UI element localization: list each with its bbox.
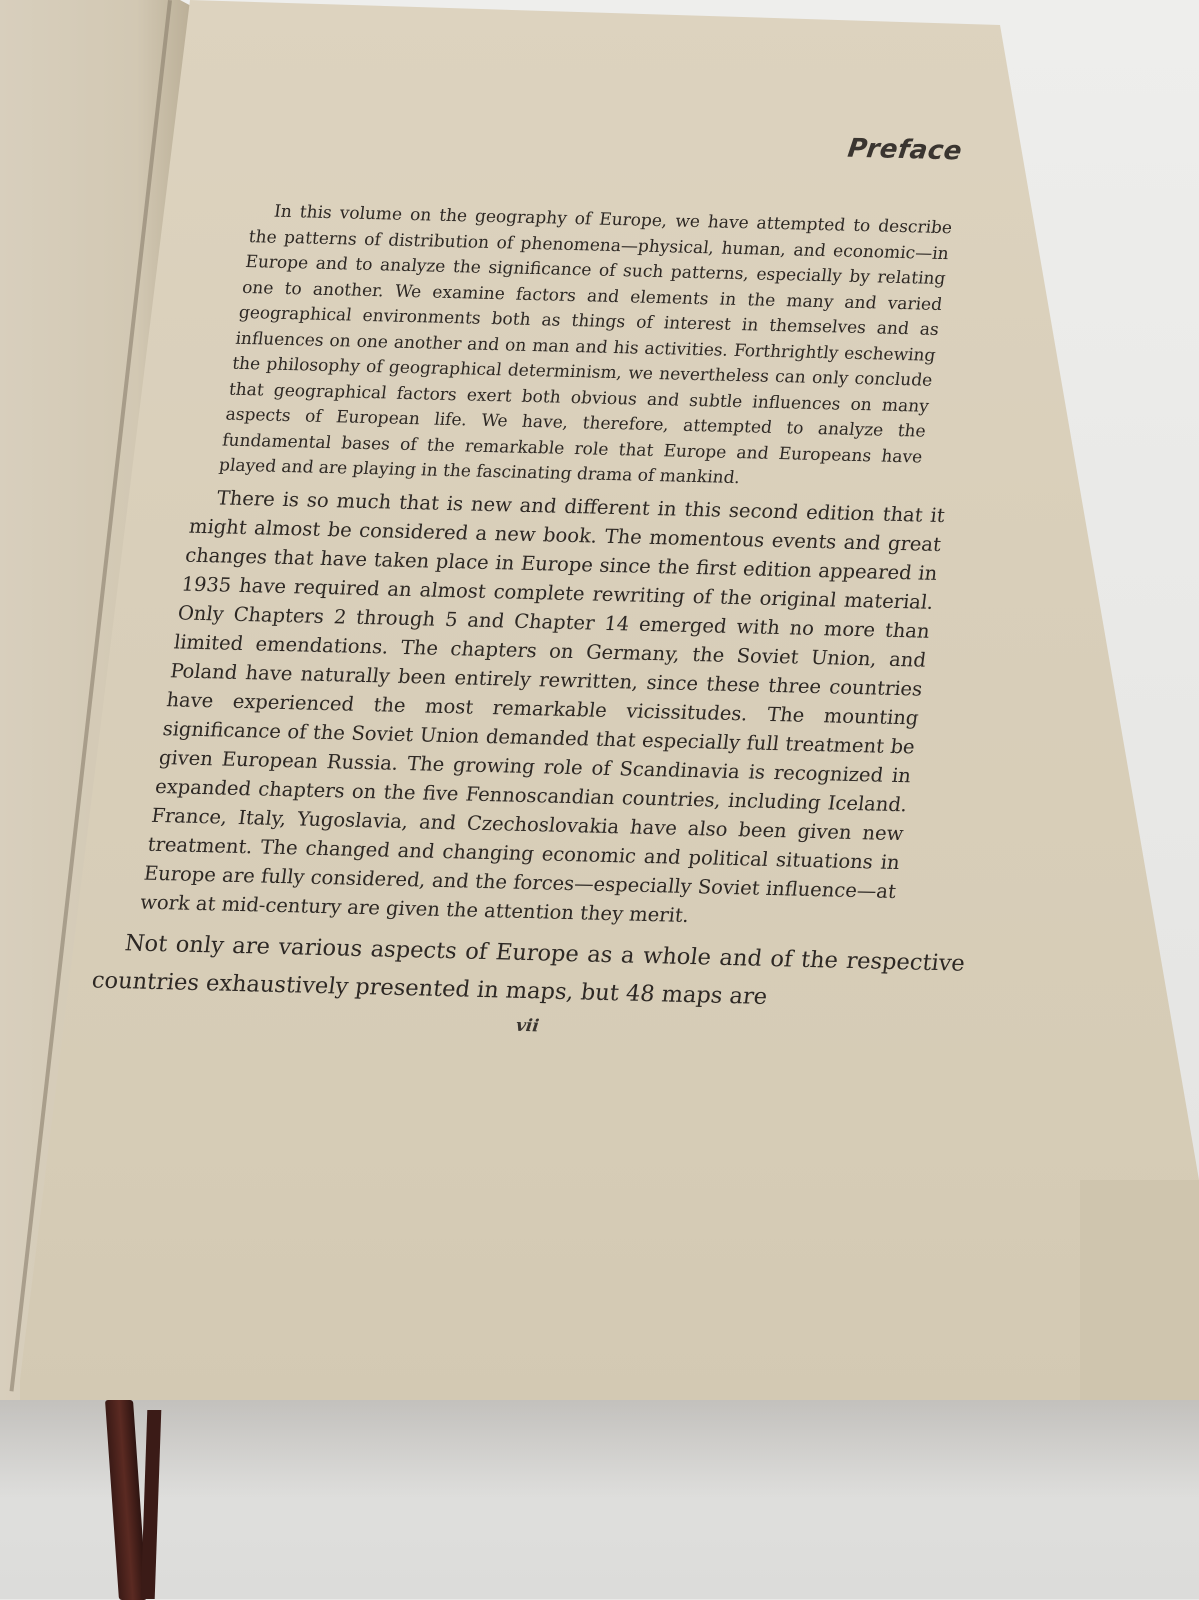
paragraph-1: In this volume on the geography of Europe, we have attempted to describe the patterns of distribution of phenomena—physical, human, and economic—in Europe and to analyze the significance of such patterns, especially by relating one to another. We examine factors and elements in the many and varied geographical environments both as things of interest in themselves and as influences on one another and on man and his activities. Forthrightly eschewing the philosophy of geographical determinism, we nevertheless can only conclude that geographical factors exert both obvious and subtle influences on many aspects of European life. We have, therefore, attempted to analyze the fundamental bases of the remarkable role that Europe and Europeans have played and are playing in the fascinating drama of mankind. (217, 201, 954, 489)
page-edge (1080, 1180, 1199, 1400)
paragraph-2: There is so much that is new and different in this second edition that it might almost be considered a new book. The momentous events and great changes that have taken place in Europe since the first edition appeared in 1935 have required an almost complete rewriting of the original material. Only Chapters 2 through 5 and Chapter 14 emerged with no more than limited emendations. The chapters on Germany, the Soviet Union, and Poland have naturally been entirely rewritten, since these three countries have experienced the most remarkable vicissitudes. The mounting significance of the Soviet Union demanded that especially full treatment be given European Russia. The growing role of Scandinavia is recognized in expanded chapters on the five Fennoscandian countries, including Iceland. France, Italy, Yugoslavia, and Czechoslovakia have also been given new treatment. The changed and changing economic and political situations in Europe are fully considered, and the forces—especially Soviet influence—at work at mid-century are given the attention they merit. (138, 485, 947, 927)
paragraph-3: Not only are various aspects of Europe as a whole and of the respective countries exhaustively presented in maps, but 48 maps are (90, 929, 967, 1010)
page-title: Preface (845, 133, 964, 167)
page-number: vii (514, 1015, 541, 1036)
page-content (86, 88, 1087, 1046)
